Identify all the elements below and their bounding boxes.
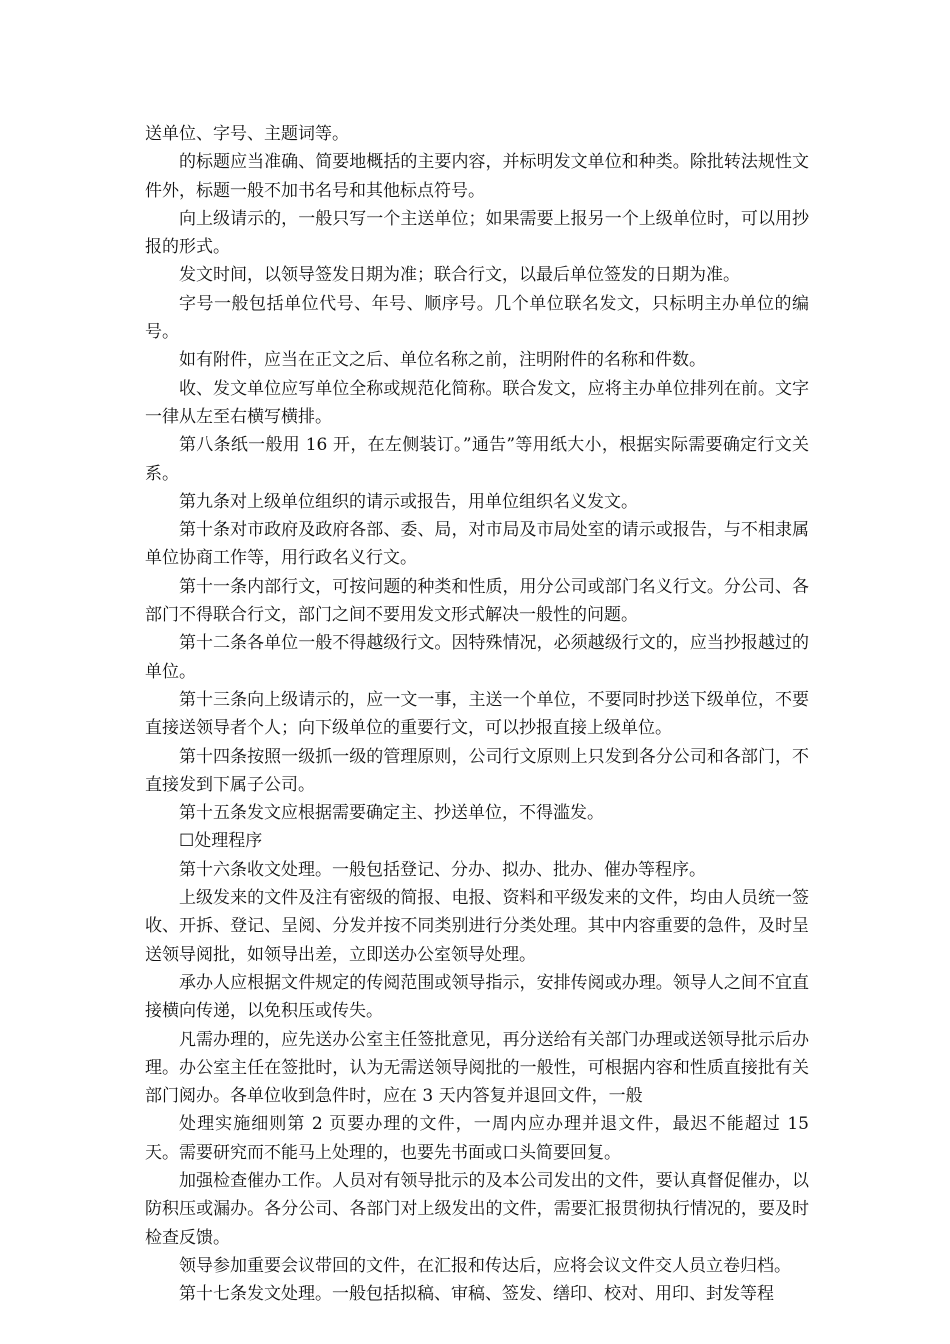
paragraph-article-8: 第八条纸一般用 16 开，在左侧装订。”通告”等用纸大小，根据实际需要确定行文关系。	[145, 435, 809, 484]
paragraph-article-10: 第十条对市政府及政府各部、委、局，对市局及市局处室的请示或报告，与不相隶属单位协商工作等，用行政名义行文。	[145, 520, 809, 569]
paragraph-handling: 凡需办理的，应先送办公室主任签批意见，再分送给有关部门办理或送领导批示后办理。办公室主任在签批时，认为无需送领导阅批的一般性，可根据内容和性质直接批有关部门阅办。各单位收到急件时，应在 3 天内答复并退回文件，一般	[145, 1029, 809, 1107]
paragraph-main-recipient: 向上级请示的，一般只写一个主送单位；如果需要上报另一个上级单位时，可以用抄报的形式。	[145, 208, 809, 258]
paragraph-article-9: 第九条对上级单位组织的请示或报告，用单位组织名义发文。	[179, 491, 638, 512]
paragraph-attachments: 如有附件，应当在正文之后、单位名称之前，注明附件的名称和件数。	[179, 350, 706, 371]
paragraph-article-15: 第十五条发文应根据需要确定主、抄送单位，不得滥发。	[179, 803, 604, 824]
paragraph-article-13: 第十三条向上级请示的，应一文一事，主送一个单位，不要同时抄送下级单位，不要直接送领导者个人；向下级单位的重要行文，可以抄报直接上级单位。	[145, 689, 809, 739]
paragraph-handling-deadline: 处理实施细则第 2 页要办理的文件，一周内应办理并退文件，最迟不能超过 15 天。需要研究而不能马上处理的，也要先书面或口头简要回复。	[145, 1114, 809, 1163]
paragraph-article-16: 第十六条收文处理。一般包括登记、分办、拟办、批办、催办等程序。	[179, 859, 706, 880]
paragraph-meeting-documents: 领导参加重要会议带回的文件，在汇报和传达后，应将会议文件交人员立卷归档。	[179, 1255, 791, 1276]
paragraph-unit-names: 收、发文单位应写单位全称或规范化简称。联合发文，应将主办单位排列在前。文字一律从左至右横写横排。	[145, 378, 809, 427]
paragraph-issue-date: 发文时间，以领导签发日期为准；联合行文，以最后单位签发的日期为准。	[179, 265, 740, 286]
section-heading-procedure: ☐处理程序	[179, 831, 263, 852]
paragraph-article-17: 第十七条发文处理。一般包括拟稿、审稿、签发、缮印、校对、用印、封发等程	[179, 1284, 774, 1305]
document-body	[145, 120, 809, 1308]
paragraph-continuation: 送单位、字号、主题词等。	[145, 124, 349, 144]
paragraph-title-rules: 的标题应当准确、简要地概括的主要内容，并标明发文单位和种类。除批转法规性文件外，标题一般不加书名号和其他标点符号。	[145, 152, 809, 201]
paragraph-supervision: 加强检查催办工作。人员对有领导批示的及本公司发出的文件，要认真督促催办，以防积压或漏办。各分公司、各部门对上级发出的文件，需要汇报贯彻执行情况的，要及时检查反馈。	[145, 1170, 809, 1248]
paragraph-document-number: 字号一般包括单位代号、年号、顺序号。几个单位联名发文，只标明主办单位的编号。	[145, 293, 809, 343]
paragraph-article-14: 第十四条按照一级抓一级的管理原则，公司行文原则上只发到各分公司和各部门，不直接发到下属子公司。	[145, 746, 809, 795]
paragraph-incoming-documents: 上级发来的文件及注有密级的简报、电报、资料和平级发来的文件，均由人员统一签收、开拆、登记、呈阅、分发并按不同类别进行分类处理。其中内容重要的急件，及时呈送领导阅批，如领导出差，立即送办公室领导处理。	[145, 888, 809, 965]
paragraph-article-12: 第十二条各单位一般不得越级行文。因特殊情况，必须越级行文的，应当抄报越过的单位。	[145, 633, 809, 682]
paragraph-circulation: 承办人应根据文件规定的传阅范围或领导指示，安排传阅或办理。领导人之间不宜直接横向传递，以免积压或传失。	[145, 972, 809, 1022]
paragraph-article-11: 第十一条内部行文，可按问题的种类和性质，用分公司或部门名义行文。分公司、各部门不得联合行文，部门之间不要用发文形式解决一般性的问题。	[145, 576, 809, 626]
